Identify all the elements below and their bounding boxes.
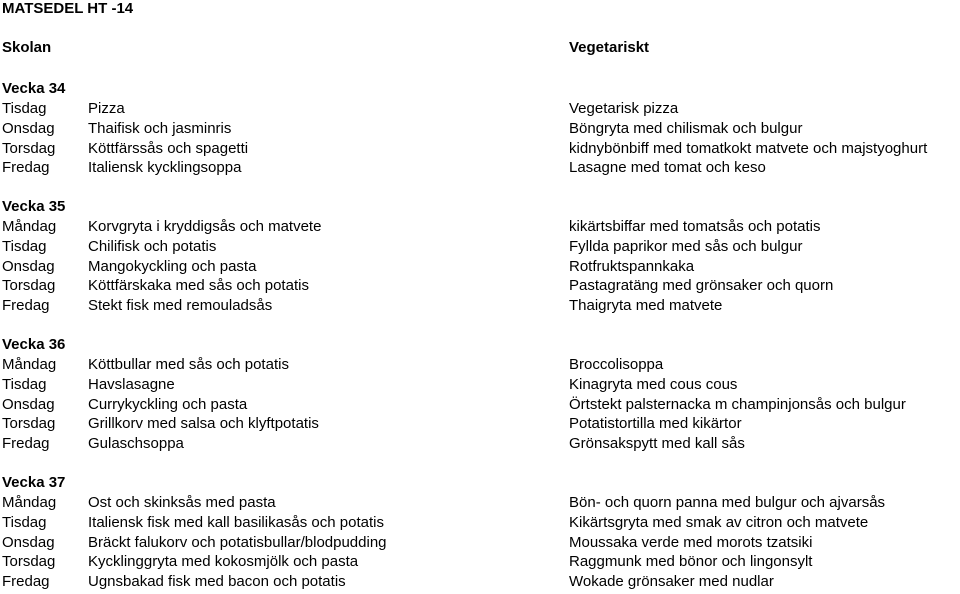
school-column-header: Skolan (2, 39, 52, 56)
vegetarian-meal: kikärtsbiffar med tomatsås och potatis (569, 218, 821, 235)
vegetarian-meal: Vegetarisk pizza (569, 100, 679, 117)
day-label: Torsdag (2, 415, 56, 433)
week-heading: Vecka 35 (2, 198, 66, 215)
school-meal: Pizza (88, 100, 125, 117)
school-meal: Ugnsbakad fisk med bacon och potatis (88, 573, 346, 591)
vegetarian-meal: Rotfruktspannkaka (569, 257, 695, 275)
vegetarian-meal: Thaigryta med matvete (569, 297, 723, 315)
school-meal: Chilifisk och potatis (88, 237, 217, 255)
vegetarian-meal: Lasagne med tomat och keso (569, 159, 766, 177)
vegetarian-meal: kidnybönbiff med tomatkokt matvete och majstyoghurt (569, 139, 928, 157)
vegetarian-meal: Raggmunk med bönor och lingonsylt (569, 553, 813, 571)
school-meal: Stekt fisk med remouladsås (88, 297, 273, 315)
day-label: Onsdag (2, 257, 55, 275)
vegetarian-meal: Bön- och quorn panna med bulgur och ajvarsås (569, 494, 886, 511)
day-label: Fredag (2, 297, 50, 315)
day-label: Måndag (2, 356, 57, 373)
day-label: Fredag (2, 573, 50, 591)
day-label: Tisdag (2, 237, 47, 255)
vegetarian-meal: Moussaka verde med morots tzatsiki (569, 533, 813, 551)
vegetarian-meal: Böngryta med chilismak och bulgur (569, 119, 803, 137)
school-meal: Grillkorv med salsa och klyftpotatis (88, 415, 319, 433)
school-meal: Havslasagne (88, 375, 175, 393)
vegetarian-meal: Wokade grönsaker med nudlar (569, 573, 774, 591)
vegetarian-column-header: Vegetariskt (569, 39, 650, 56)
school-meal: Köttfärskaka med sås och potatis (88, 277, 309, 295)
school-meal: Thaifisk och jasminris (88, 119, 232, 137)
school-meal: Korvgryta i kryddigsås och matvete (88, 218, 322, 235)
vegetarian-meal: Grönsakspytt med kall sås (569, 435, 745, 453)
vegetarian-meal: Broccolisoppa (569, 356, 664, 373)
day-label: Torsdag (2, 277, 56, 295)
school-meal: Köttfärssås och spagetti (88, 139, 249, 157)
week-heading: Vecka 36 (2, 336, 66, 353)
day-label: Måndag (2, 494, 57, 511)
day-label: Tisdag (2, 100, 47, 117)
school-meal: Bräckt falukorv och potatisbullar/blodpudding (88, 533, 387, 551)
school-meal: Kycklinggryta med kokosmjölk och pasta (88, 553, 359, 571)
vegetarian-meal: Potatistortilla med kikärtor (569, 415, 742, 433)
school-meal: Currykyckling och pasta (88, 395, 248, 413)
vegetarian-meal: Fyllda paprikor med sås och bulgur (569, 237, 803, 255)
day-label: Tisdag (2, 513, 47, 531)
school-meal: Italiensk fisk med kall basilikasås och potatis (88, 513, 384, 531)
vegetarian-meal: Kikärtsgryta med smak av citron och matvete (569, 513, 869, 531)
day-label: Onsdag (2, 533, 55, 551)
day-label: Tisdag (2, 375, 47, 393)
week-heading: Vecka 34 (2, 80, 66, 97)
vegetarian-meal: Pastagratäng med grönsaker och quorn (569, 277, 834, 295)
school-meal: Italiensk kycklingsoppa (88, 159, 242, 177)
day-label: Måndag (2, 218, 57, 235)
vegetarian-meal: Örtstekt palsternacka m champinjonsås och bulgur (569, 395, 906, 413)
page-title: MATSEDEL HT -14 (2, 0, 134, 17)
day-label: Fredag (2, 435, 50, 453)
week-heading: Vecka 37 (2, 474, 66, 491)
school-meal: Mangokyckling och pasta (88, 257, 257, 275)
day-label: Fredag (2, 159, 50, 177)
day-label: Torsdag (2, 553, 56, 571)
school-meal: Gulaschsoppa (88, 435, 184, 453)
school-meal: Ost och skinksås med pasta (88, 494, 276, 511)
school-meal: Köttbullar med sås och potatis (88, 356, 289, 373)
day-label: Onsdag (2, 395, 55, 413)
day-label: Onsdag (2, 119, 55, 137)
day-label: Torsdag (2, 139, 56, 157)
vegetarian-meal: Kinagryta med cous cous (569, 375, 738, 393)
